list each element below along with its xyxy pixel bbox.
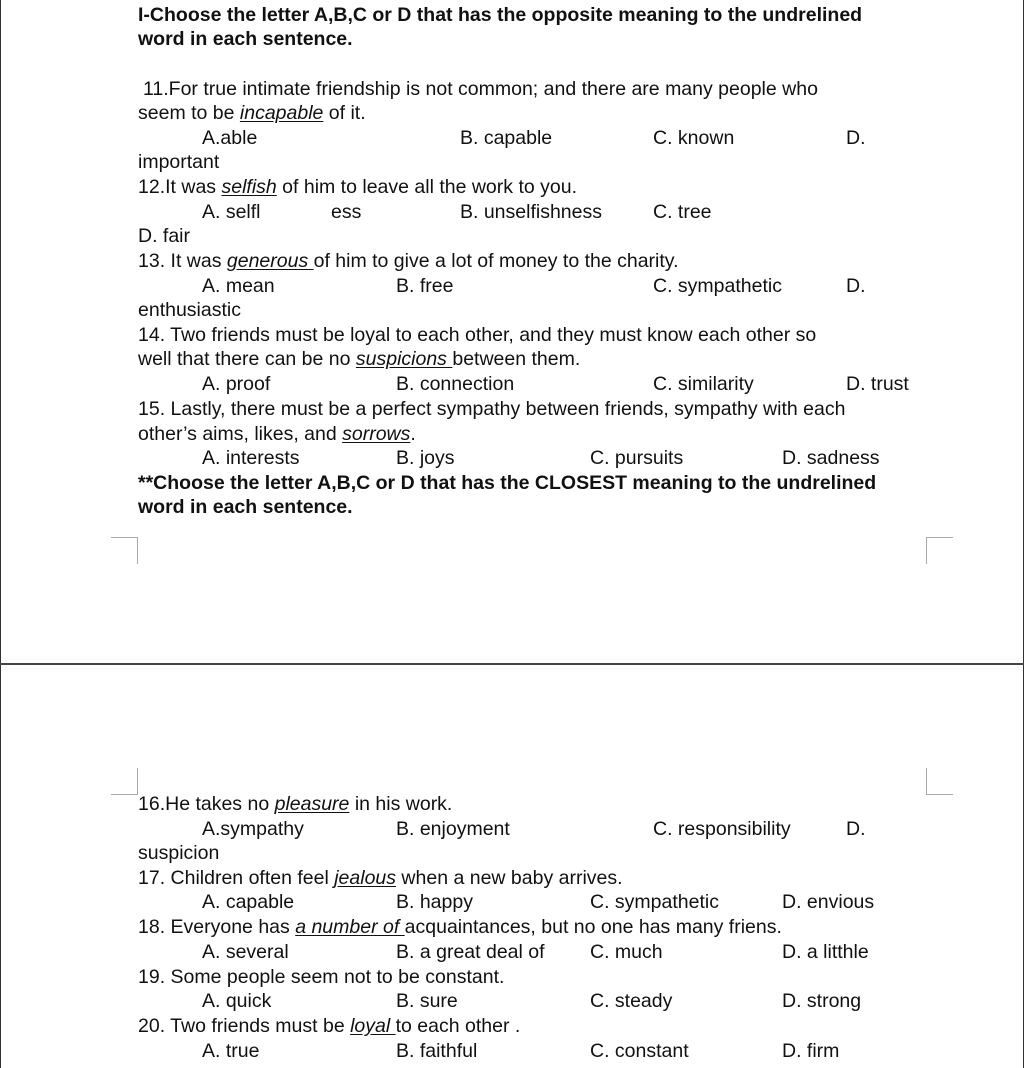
margin-corner-top-right — [926, 537, 953, 564]
q20-underlined-word: loyal — [350, 1015, 396, 1037]
q17-option-a[interactable]: A. capable — [202, 891, 295, 913]
q19-option-d[interactable]: D. strong — [782, 990, 862, 1012]
q13-options — [0, 274, 1024, 298]
q19-text: 19. Some people seem not to be constant. — [138, 966, 505, 988]
q11-option-b[interactable]: B. capable — [460, 127, 553, 149]
q14-options — [0, 372, 1024, 396]
q11-option-d[interactable]: D. — [846, 127, 866, 149]
q13-option-b[interactable]: B. free — [396, 275, 454, 297]
margin-corner-bottom-left — [111, 768, 138, 795]
q18-option-b[interactable]: B. a great deal of — [396, 941, 545, 963]
q20-option-d[interactable]: D. firm — [782, 1040, 840, 1062]
q12-options — [0, 200, 1024, 224]
margin-corner-bottom-right — [926, 768, 953, 795]
q17-options — [0, 890, 1024, 914]
q17-option-b[interactable]: B. happy — [396, 891, 473, 913]
q15-option-a[interactable]: A. interests — [202, 447, 300, 469]
q13-option-d-text: enthusiastic — [138, 299, 241, 321]
q17-option-c[interactable]: C. sympathetic — [590, 891, 719, 913]
q18-option-d[interactable]: D. a litthle — [782, 941, 869, 963]
q15-options — [0, 446, 1024, 470]
margin-corner-top-left — [111, 537, 138, 564]
q19-option-b[interactable]: B. sure — [396, 990, 458, 1012]
q14-underlined-word: suspicions — [355, 348, 453, 370]
document-page-2 — [0, 665, 1024, 1068]
q16-option-c[interactable]: C. responsibility — [653, 818, 791, 840]
q14-option-c[interactable]: C. similarity — [653, 373, 754, 395]
q16-option-a[interactable]: A.sympathy — [202, 818, 304, 840]
q13-option-d[interactable]: D. — [846, 275, 866, 297]
q11-options — [0, 126, 1024, 150]
q17-option-d[interactable]: D. envious — [782, 891, 875, 913]
section2-heading-line1: **Choose the letter A,B,C or D that has the CLOSEST meaning to the undrelined — [138, 472, 877, 494]
q18-options — [0, 940, 1024, 964]
q13-option-c[interactable]: C. sympathetic — [653, 275, 782, 297]
q12-option-d[interactable]: D. fair — [138, 225, 191, 247]
q18-option-c[interactable]: C. much — [590, 941, 663, 963]
q14-option-b[interactable]: B. connection — [396, 373, 515, 395]
q20-option-a[interactable]: A. true — [202, 1040, 260, 1062]
q15-text-line2: other’s aims, likes, and sorrows. — [138, 423, 416, 445]
q12-option-b[interactable]: B. unselfishness — [460, 201, 602, 223]
q18-text: 18. Everyone has a number of acquaintances, but no one has many friens. — [138, 916, 782, 938]
section1-heading-line2: word in each sentence. — [138, 28, 353, 50]
q16-option-b[interactable]: B. enjoyment — [396, 818, 510, 840]
q20-options — [0, 1039, 1024, 1063]
q20-option-c[interactable]: C. constant — [590, 1040, 689, 1062]
q18-underlined-word: a number of — [295, 916, 405, 938]
q20-text: 20. Two friends must be loyal to each other . — [138, 1015, 521, 1037]
q15-option-c[interactable]: C. pursuits — [590, 447, 684, 469]
q11-underlined-word: incapable — [239, 102, 324, 124]
q13-text: 13. It was generous of him to give a lot of money to the charity. — [138, 250, 679, 272]
q20-option-b[interactable]: B. faithful — [396, 1040, 478, 1062]
q19-option-a[interactable]: A. quick — [202, 990, 272, 1012]
q17-underlined-word: jealous — [334, 867, 397, 889]
q14-text-line2: well that there can be no suspicions between them. — [138, 348, 581, 370]
q16-option-d-text: suspicion — [138, 842, 220, 864]
q11-option-d-text: important — [138, 151, 220, 173]
q15-option-b[interactable]: B. joys — [396, 447, 455, 469]
q15-underlined-word: sorrows — [342, 423, 411, 445]
q19-option-c[interactable]: C. steady — [590, 990, 673, 1012]
q13-option-a[interactable]: A. mean — [202, 275, 275, 297]
q12-text: 12.It was selfish of him to leave all the work to you. — [138, 176, 577, 198]
q12-option-a-fragment: ess — [331, 201, 362, 223]
section2-heading-line2: word in each sentence. — [138, 496, 353, 518]
q18-option-a[interactable]: A. several — [202, 941, 289, 963]
q17-text: 17. Children often feel jealous when a new baby arrives. — [138, 867, 623, 889]
q11-option-a[interactable]: A.able — [202, 127, 258, 149]
q11-option-c[interactable]: C. known — [653, 127, 735, 149]
section1-heading-line1: I-Choose the letter A,B,C or D that has the opposite meaning to the undrelined — [138, 4, 863, 26]
q14-text-line1: 14. Two friends must be loyal to each other, and they must know each other so — [138, 324, 817, 346]
q12-underlined-word: selfish — [221, 176, 277, 198]
q12-option-a[interactable]: A. selfl — [202, 201, 261, 223]
q14-option-a[interactable]: A. proof — [202, 373, 271, 395]
q16-underlined-word: pleasure — [274, 793, 350, 815]
q15-text-line1: 15. Lastly, there must be a perfect sympathy between friends, sympathy with each — [138, 398, 846, 420]
q11-text-line2: seem to be incapable of it. — [138, 102, 366, 124]
q15-option-d[interactable]: D. sadness — [782, 447, 880, 469]
q16-options — [0, 817, 1024, 841]
q13-underlined-word: generous — [226, 250, 314, 272]
q19-options — [0, 989, 1024, 1013]
page-left-edge — [0, 0, 1, 664]
q12-option-c[interactable]: C. tree — [653, 201, 712, 223]
q16-option-d[interactable]: D. — [846, 818, 866, 840]
q14-option-d[interactable]: D. trust — [846, 373, 909, 395]
q11-text-line1: 11.For true intimate friendship is not common; and there are many people who — [143, 78, 818, 100]
q16-text: 16.He takes no pleasure in his work. — [138, 793, 453, 815]
